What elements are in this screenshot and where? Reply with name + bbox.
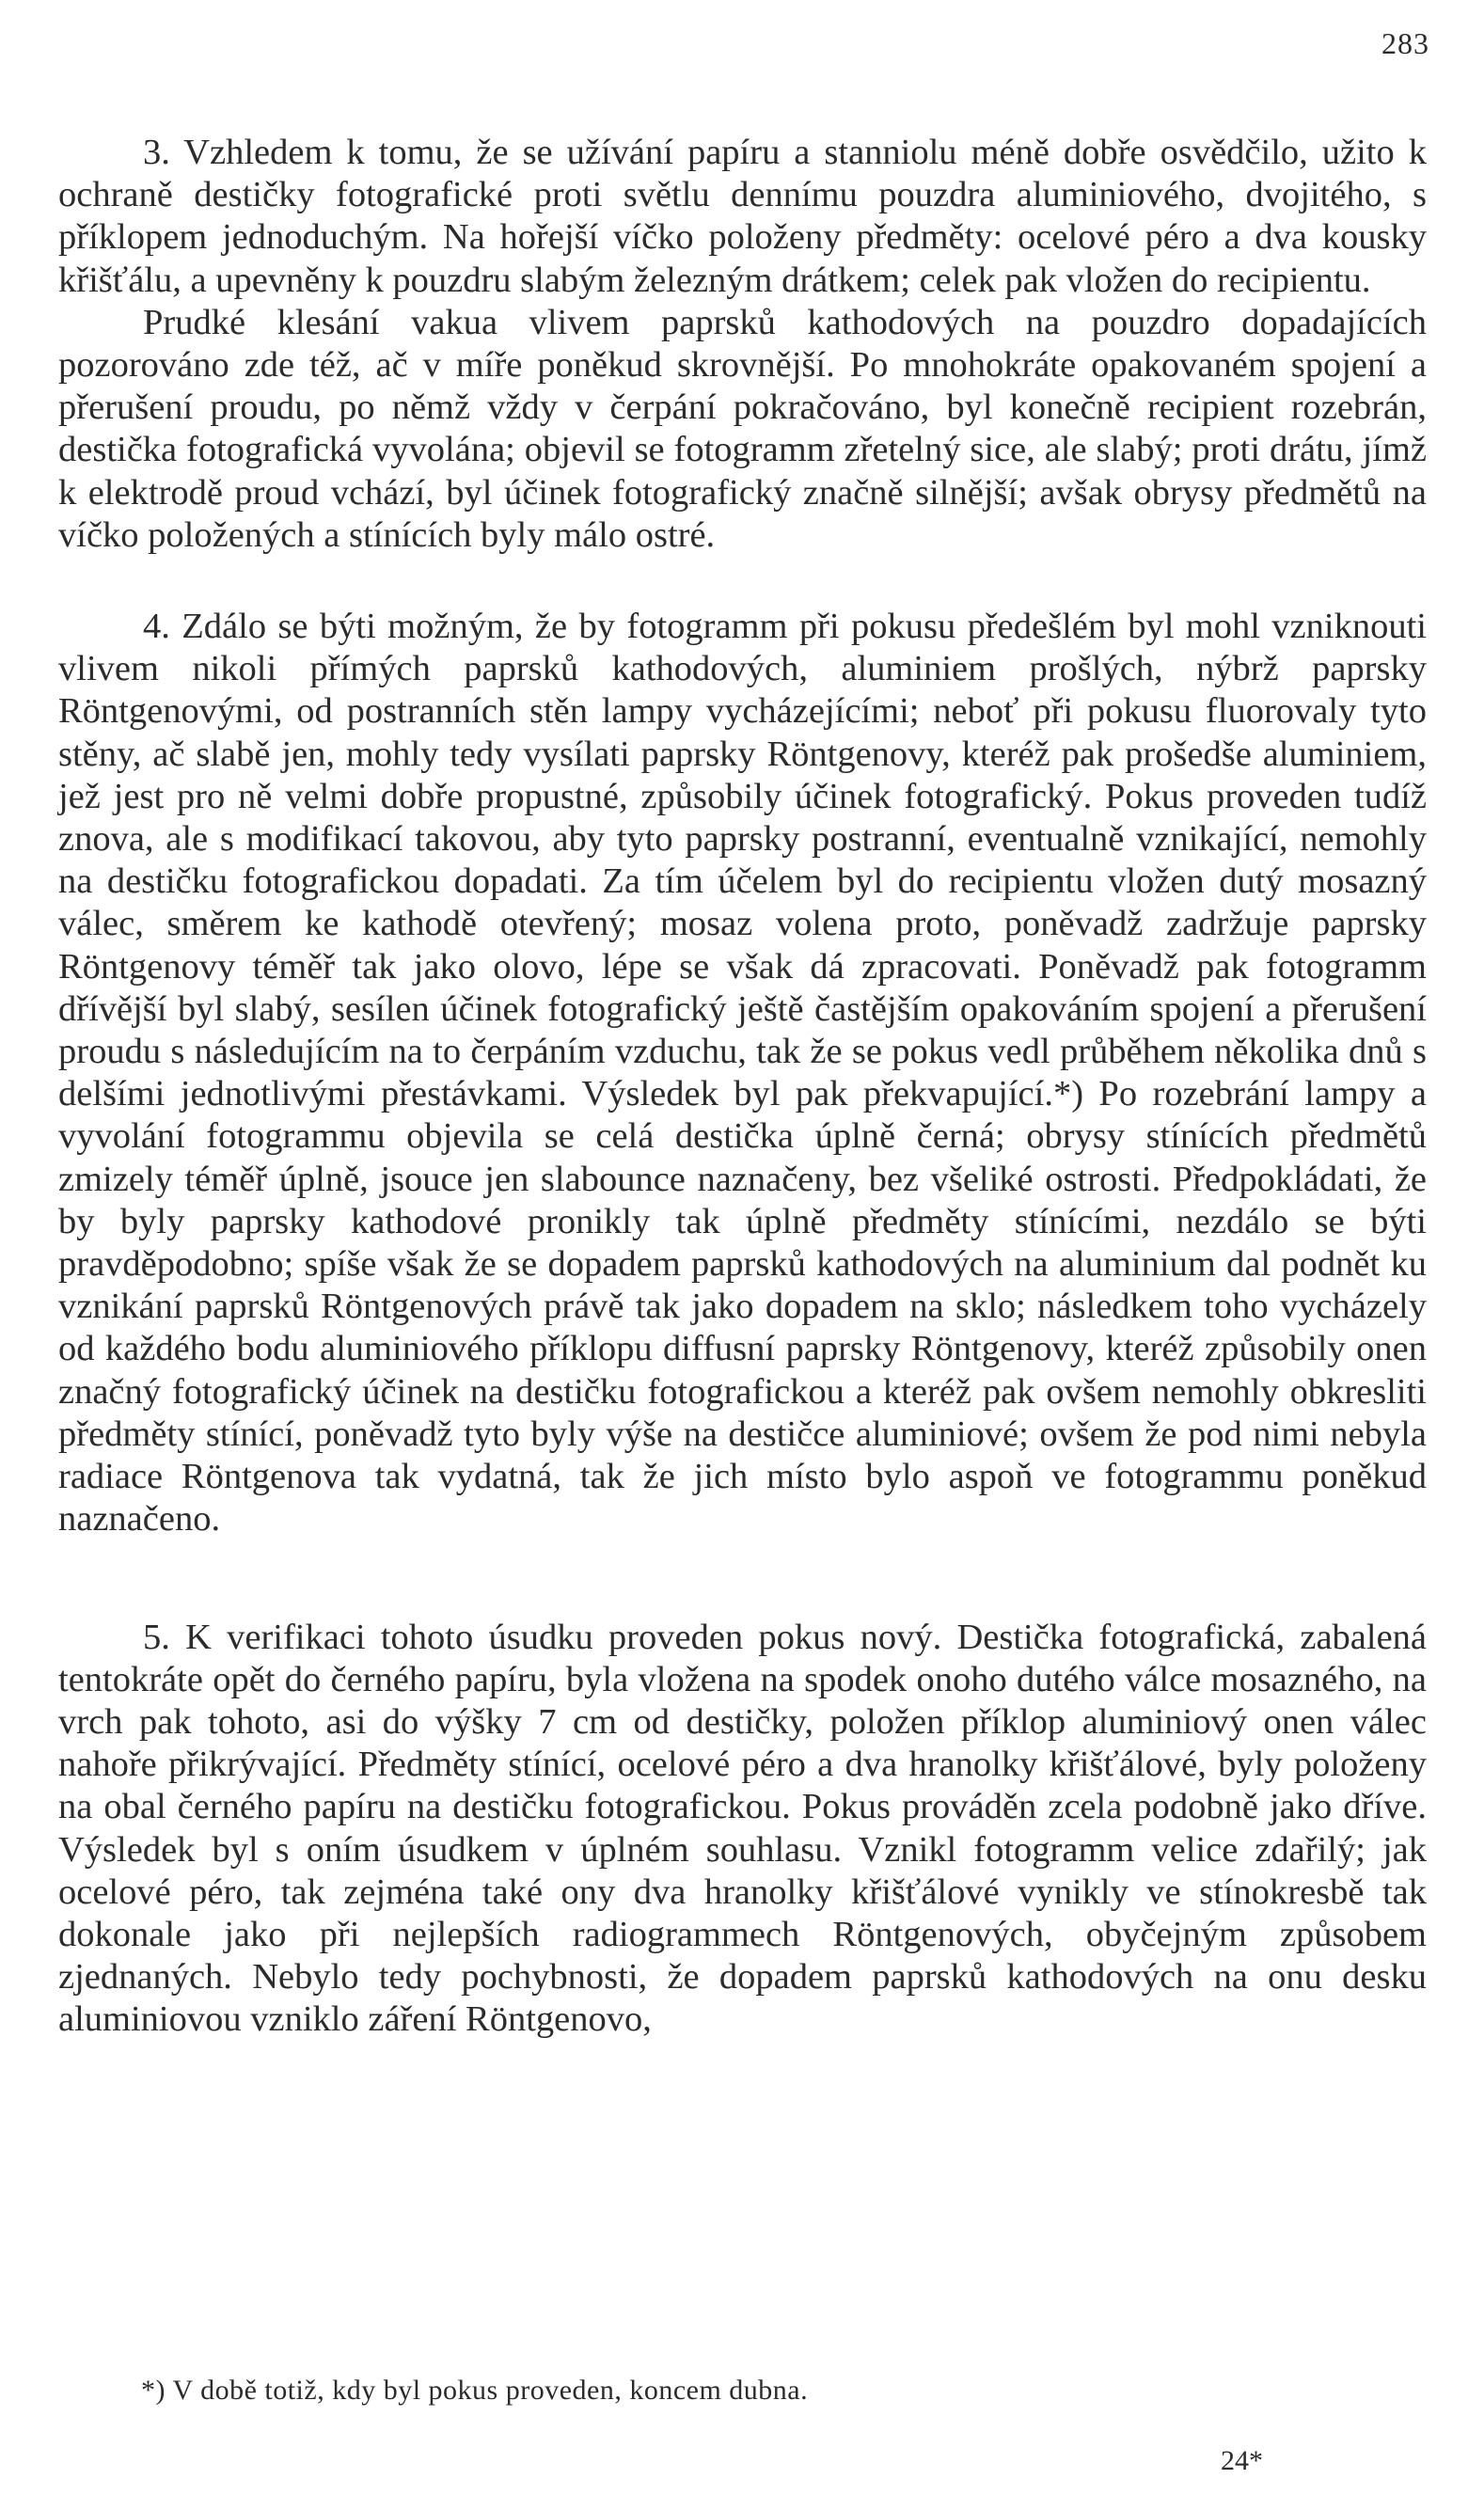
paragraph-4: 4. Zdálo se býti možným, že by fotogramm při pokusu předešlém byl mohl vzniknouti vlivem nikoli přímých paprsků kathodových, aluminiem prošlých, nýbrž paprsky Röntgenovými, od postranních stěn lampy vycházejícími; neboť při pokusu fluorovaly tyto stěny, ač slabě jen, mohly tedy vysílati paprsky Röntgenovy, kteréž pak prošedše aluminiem, jež jest pro ně velmi dobře propustné, způsobily účinek fotografický. Pokus proveden tudíž znova, ale s modifikací takovou, aby tyto paprsky postranní, eventualně vznikající, nemohly na destičku fotografickou dopadati. Za tím účelem byl do recipientu vložen dutý mosazný válec, směrem ke kathodě otevřený; mosaz volena proto, poněvadž zadržuje paprsky Röntgenovy téměř tak jako olovo, lépe se však dá zpracovati. Poněvadž pak fotogramm dřívější byl slabý, sesílen účinek fotografický ještě častějším opakováním spojení a přerušení proudu s následujícím na to čerpáním vzduchu, tak že se pokus vedl průběhem několika dnů s delšími jednotlivými přestávkami. Výsledek byl pak překvapující.*) Po rozebrání lampy a vyvolání fotogrammu objevila se celá destička úplně černá; obrysy stínících předmětů zmizely téměř úplně, jsouce jen slabounce naznačeny, bez všeliké ostrosti. Předpokládati, že by byly paprsky kathodové pronikly tak úplně předměty stínícími, nezdálo se býti pravděpodobno; spíše však že se dopadem paprsků kathodových na aluminium dal podnět ku vznikání paprsků Röntgenových právě tak jako dopadem na sklo; následkem toho vycházely od každého bodu aluminiového příklopu diffusní paprsky Röntgenovy, kteréž způsobily onen značný fotografický účinek na destičku fotografickou a kteréž pak ovšem nemohly obkresliti předměty stínící, poněvadž tyto byly výše na destičce aluminiové; ovšem že pod nimi nebyla radiace Röntgenova tak vydatná, tak že jich místo bylo aspoň ve fotogrammu poněkud naznačeno. — [58, 607, 1427, 1540]
paragraph-3-continued: Prudké klesání vakua vlivem paprsků kathodových na pouzdro dopadajících pozorováno zde též, ač v míře poněkud skrovnější. Po mnohokráte opakovaném spojení a přerušení proudu, po němž vždy v čerpání pokračováno, byl konečně recipient rozebrán, destička fotografická vyvolána; objevil se fotogramm zřetelný sice, ale slabý; proti drátu, jímž k elektrodě proud vchází, byl účinek fotografický značně silnější; avšak obrysy předmětů na víčko položených a stínících byly málo ostré. — [58, 302, 1427, 555]
paragraph-3: 3. Vzhledem k tomu, že se užívání papíru a stanniolu méně dobře osvědčilo, užito k ochraně destičky fotografické proti světlu dennímu pouzdra aluminiového, dvojitého, s příklopem jednoduchým. Na hořejší víčko položeny předměty: ocelové péro a dva kousky křišťálu, a upevněny k pouzdru slabým železným drátkem; celek pak vložen do recipientu. — [58, 133, 1427, 300]
body-text — [58, 132, 1427, 2042]
paragraph-5: 5. K verifikaci tohoto úsudku proveden pokus nový. Destička fotografická, zabalená tentokráte opět do černého papíru, byla vložena na spodek onoho dutého válce mosazného, na vrch pak tohoto, asi do výšky 7 cm od destičky, položen příklop aluminiový onen válec nahoře přikrývající. Předměty stínící, ocelové péro a dva hranolky křišťálové, byly položeny na obal černého papíru na destičku fotografickou. Pokus prováděn zcela podobně jako dříve. Výsledek byl s oním úsudkem v úplném souhlasu. Vznikl fotogramm velice zdařilý; jak ocelové péro, tak zejména také ony dva hranolky křišťálové vynikly ve stínokresbě tak dokonale jako při nejlepších radiogrammech Röntgenových, obyčejným způsobem zjednaných. Nebylo tedy pochybnosti, že dopadem paprsků kathodových na onu desku aluminiovou vzniklo záření Röntgenovo, — [58, 1617, 1427, 2040]
page-number: 283 — [1381, 26, 1429, 60]
footnote: *) V době totiž, kdy byl pokus proveden, koncem dubna. — [141, 2375, 809, 2406]
signature-mark: 24* — [1221, 2445, 1263, 2476]
